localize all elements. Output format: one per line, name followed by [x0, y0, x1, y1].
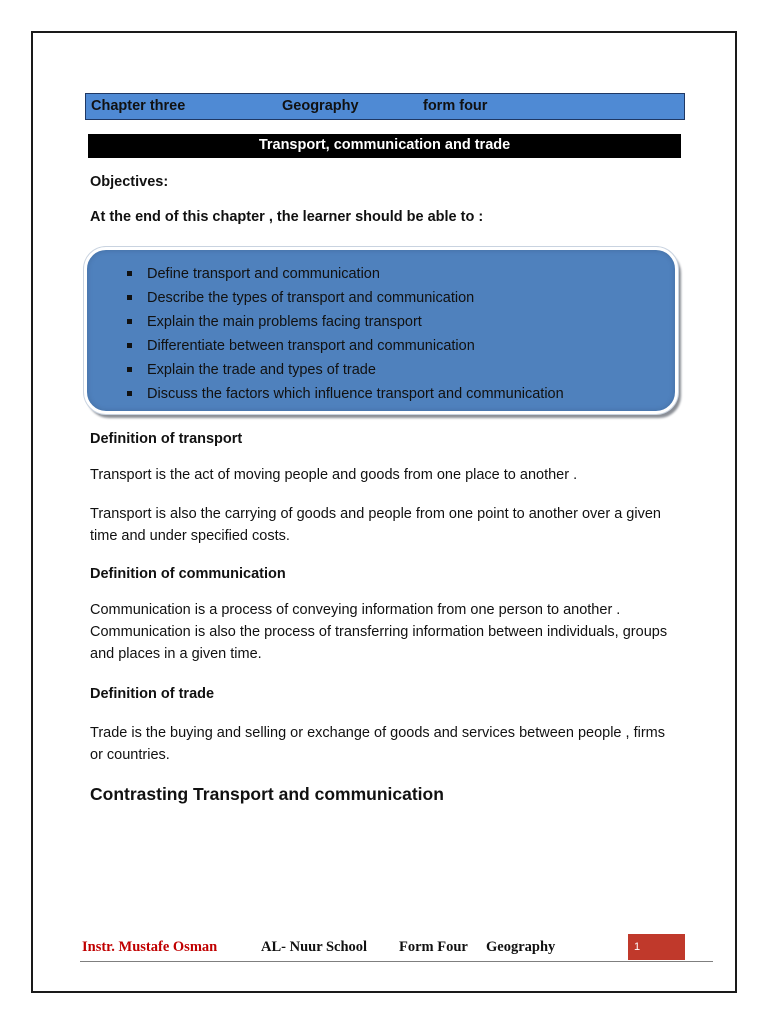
bullet-icon: [127, 391, 132, 396]
contrasting-heading: Contrasting Transport and communication: [90, 784, 444, 804]
list-item: Differentiate between transport and communication: [126, 334, 564, 358]
chapter-title: Transport, communication and trade: [88, 134, 681, 158]
list-item: Discuss the factors which influence transport and communication: [126, 382, 564, 406]
bullet-icon: [127, 271, 132, 276]
list-item: Explain the main problems facing transport: [126, 310, 564, 334]
objectives-list: [126, 262, 564, 406]
footer-form: Form Four: [399, 939, 468, 955]
footer-subject: Geography: [486, 939, 556, 955]
trade-definition: Trade is the buying and selling or exchange of goods and services between people , firms or countries.: [90, 725, 665, 763]
objectives-heading: Objectives:: [90, 174, 169, 190]
chapter-label: Chapter three: [91, 98, 186, 114]
list-item: Describe the types of transport and communication: [126, 286, 564, 310]
footer-school: AL- Nuur School: [261, 939, 368, 955]
trade-heading: Definition of trade: [90, 686, 215, 702]
communication-heading: Definition of communication: [90, 566, 286, 582]
page-number: 1: [628, 934, 685, 960]
transport-definition-1: Transport is the act of moving people and goods from one place to another .: [90, 467, 578, 483]
chapter-header-bar: [85, 93, 685, 120]
list-item: Explain the trade and types of trade: [126, 358, 564, 382]
subject-label: Geography: [282, 98, 359, 114]
transport-heading: Definition of transport: [90, 431, 243, 447]
communication-definition: Communication is a process of conveying information from one person to another . Communication is also the process of transferring information between individuals, groups and places in a given time.: [90, 602, 668, 662]
bullet-icon: [127, 343, 132, 348]
bullet-icon: [127, 319, 132, 324]
bullet-icon: [127, 367, 132, 372]
form-label: form four: [423, 98, 488, 114]
bullet-icon: [127, 295, 132, 300]
footer-instructor: Instr. Mustafe Osman: [82, 939, 218, 955]
page-footer: [80, 934, 713, 962]
objectives-intro: At the end of this chapter , the learner should be able to :: [90, 209, 484, 225]
transport-definition-2: Transport is also the carrying of goods and people from one point to another over a given time and under specified costs.: [90, 506, 661, 544]
list-item: Define transport and communication: [126, 262, 564, 286]
